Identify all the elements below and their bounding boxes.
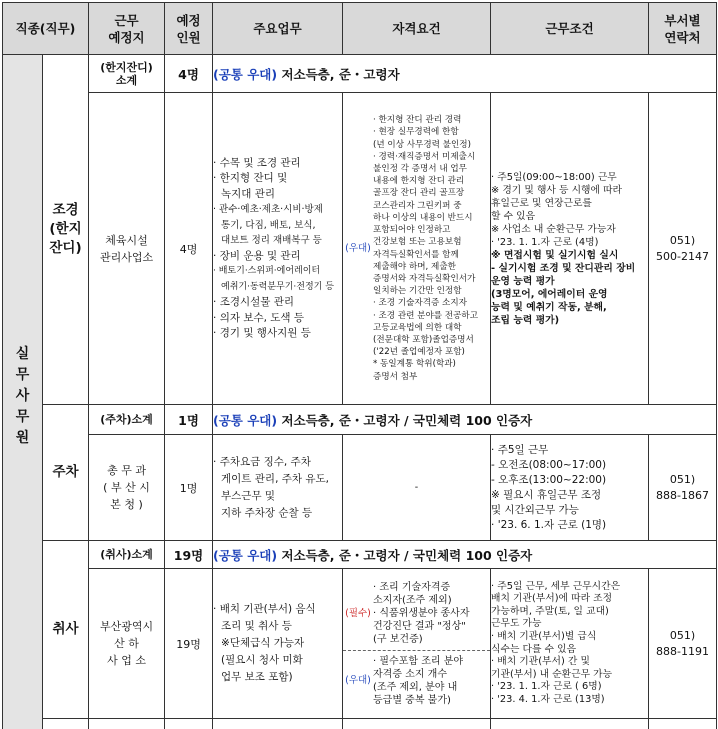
cond-item: · 주5일(09:00~18:00) 근무 bbox=[491, 171, 617, 183]
qual-item: 소지자(조주 제외) bbox=[373, 594, 452, 606]
qual-item: 내용에 한지형 잔디 관리 bbox=[373, 176, 465, 187]
duty-item: · 수목 및 조경 관리 bbox=[213, 156, 301, 169]
cond-item: 식수는 다를 수 있음 bbox=[491, 643, 577, 655]
cond-item: · '23. 1. 1.자 근로 ( 6명) bbox=[491, 681, 602, 693]
continuation-cell bbox=[43, 719, 89, 729]
header-qualifications: 자격요건 bbox=[343, 3, 491, 55]
duty-item: · 장비 운용 및 관리 bbox=[213, 249, 301, 262]
landscape-workplace-text: 체육시설 관리사업소 bbox=[99, 233, 154, 264]
cond-item: · 배치 기관(부서) 간 및 bbox=[491, 656, 590, 668]
group-label-char: 무 bbox=[15, 409, 30, 425]
cooking-summary-label: (취사)소계 bbox=[89, 541, 165, 569]
qual-item: 골프장 잔디 관리 골프장 bbox=[373, 188, 465, 199]
job-table bbox=[2, 2, 717, 729]
duty-item: · 한지형 잔디 및 bbox=[213, 172, 288, 184]
landscape-summary-text bbox=[213, 55, 717, 93]
cond-item-bold: ※ 면접시험 및 실기시험 실시 bbox=[491, 249, 619, 261]
continuation-cell bbox=[165, 719, 213, 729]
parking-workplace bbox=[89, 435, 165, 541]
landscape-contact-text: 051) 500-2147 bbox=[656, 233, 709, 263]
group-label-char: 원 bbox=[15, 430, 30, 446]
landscape-qual-list bbox=[373, 114, 490, 382]
parking-category: 주차 bbox=[43, 405, 89, 541]
landscape-summary-body: 저소득층, 준・고령자 bbox=[277, 66, 400, 82]
header-contact-text: 부서별 연락처 bbox=[664, 12, 701, 45]
cond-item: 할 수 있음 bbox=[491, 210, 536, 222]
duty-item: 지하 주차장 순찰 등 bbox=[221, 506, 313, 519]
qual-item: 불인정 각 증명서 내 업무 bbox=[373, 164, 467, 175]
landscape-workplace bbox=[89, 93, 165, 405]
qual-item: 자격증 소지 개수 bbox=[373, 668, 447, 680]
cond-item: 가능하며, 주말(토, 일 교대) bbox=[491, 605, 609, 617]
qual-item: 코스관리자 그린키퍼 중 bbox=[373, 200, 462, 211]
cond-item-bold: 능력 및 예취기 작동, 분해, bbox=[491, 301, 607, 313]
qual-item: (년 이상 사무경력 불인정) bbox=[373, 139, 471, 150]
continuation-row bbox=[3, 719, 717, 729]
landscape-category-line: (한지 bbox=[49, 221, 82, 237]
qual-item: · 조리 기술자격증 bbox=[373, 581, 451, 593]
cooking-summary-row bbox=[3, 541, 717, 569]
cond-item: 휴일근로 및 연장근로를 bbox=[491, 197, 592, 209]
cond-item: 기관(부서) 내 순환근무 가능 bbox=[491, 668, 613, 680]
parking-detail-row bbox=[3, 435, 717, 541]
qual-item: (전문대학 포함)졸업증명서 bbox=[373, 334, 474, 345]
landscape-summary-row bbox=[3, 55, 717, 93]
cooking-summary-text bbox=[213, 541, 717, 569]
cond-item: 및 시간외근무 가능 bbox=[491, 503, 579, 516]
landscape-contact bbox=[649, 93, 717, 405]
duty-item: (필요시 청사 미화 bbox=[221, 654, 303, 666]
parking-contact-text: 051) 888-1867 bbox=[656, 472, 709, 502]
duty-item: 조리 및 취사 등 bbox=[221, 620, 292, 632]
parking-summary-text bbox=[213, 405, 717, 435]
cooking-qual-required bbox=[373, 581, 490, 646]
qual-item: 등급별 중복 불가) bbox=[373, 694, 451, 706]
duty-item: · 배치 기관(부서) 음식 bbox=[213, 603, 316, 615]
qual-item: · 조경 관련 분야를 전공하고 bbox=[373, 310, 478, 321]
qual-item: 증명서와 자격득실확인서가 bbox=[373, 273, 476, 284]
cooking-summary-body: 저소득층, 준・고령자 / 국민체력 100 인증자 bbox=[277, 547, 533, 563]
qual-item: · 한지형 잔디 관리 경력 bbox=[373, 115, 462, 126]
cond-item: · '23. 1. 1.자 근로 (4명) bbox=[491, 236, 599, 248]
header-workplace bbox=[89, 3, 165, 55]
cond-item: · 주5일 근무, 세부 근무시간은 bbox=[491, 580, 621, 592]
cooking-qual-preferred bbox=[373, 655, 490, 707]
landscape-summary-prefix: (공통 우대) bbox=[213, 66, 278, 82]
qual-item: * 동일계통 학위(학과) bbox=[373, 359, 456, 370]
qual-item: (조주 제외, 분야 내 bbox=[373, 681, 458, 693]
preferred-tag: (우대) bbox=[345, 675, 371, 686]
qual-item: 건강진단 결과 "정상" bbox=[373, 620, 466, 632]
cooking-summary-prefix: (공통 우대) bbox=[213, 547, 278, 563]
header-row bbox=[3, 3, 717, 55]
parking-headcount: 1명 bbox=[165, 435, 213, 541]
qual-item: · 현장 실무경력에 한함 bbox=[373, 127, 459, 138]
continuation-cell bbox=[89, 719, 165, 729]
duty-item: ※단체급식 가능자 bbox=[221, 637, 305, 649]
cooking-summary-count: 19명 bbox=[165, 541, 213, 569]
cond-item-bold: 조립 능력 평가) bbox=[491, 314, 560, 326]
duty-item: 녹지대 관리 bbox=[221, 187, 276, 200]
parking-qualifications: - bbox=[343, 435, 491, 541]
qual-item: 자격득실확인서를 함께 bbox=[373, 249, 459, 260]
duty-item: · 조경시설물 관리 bbox=[213, 296, 295, 308]
duty-item: 게이트 관리, 주차 유도, bbox=[221, 472, 329, 485]
cond-item: · 배치 기관(부서)별 급식 bbox=[491, 630, 597, 642]
cond-item: ※ 사업소 내 순환근무 가능자 bbox=[491, 223, 616, 235]
cooking-qualifications bbox=[343, 569, 491, 719]
header-conditions: 근무조건 bbox=[491, 3, 649, 55]
cond-item: · '23. 6. 1.자 근로 (1명) bbox=[491, 518, 607, 531]
qual-item: · 경력·재직증명서 미제출시 bbox=[373, 151, 476, 162]
preferred-tag: (우대) bbox=[345, 242, 371, 254]
header-headcount-text: 예정 인원 bbox=[176, 12, 201, 45]
group-label-char: 무 bbox=[15, 367, 30, 383]
duty-item: 업무 보조 포함) bbox=[221, 671, 293, 683]
header-duties: 주요업무 bbox=[213, 3, 343, 55]
cooking-detail-row bbox=[3, 569, 717, 719]
qual-item: 포함되어야 인정하고 bbox=[373, 225, 451, 236]
cond-item-bold: 운영 능력 평가 bbox=[491, 275, 555, 287]
landscape-detail-row bbox=[3, 93, 717, 405]
continuation-cell bbox=[213, 719, 343, 729]
landscape-category-line: 조경 bbox=[52, 202, 79, 218]
parking-summary-prefix: (공통 우대) bbox=[213, 412, 278, 428]
duty-item: 대보트 정리 재배복구 등 bbox=[221, 235, 322, 246]
group-label-char: 실 bbox=[15, 346, 30, 362]
parking-summary-body: 저소득층, 준・고령자 / 국민체력 100 인증자 bbox=[277, 412, 533, 428]
qual-item: · 식품위생분야 종사자 bbox=[373, 607, 470, 619]
qual-item: · 필수포함 조리 분야 bbox=[373, 655, 464, 667]
duty-item: · 관수·예초·제초·시비·방제 bbox=[213, 204, 323, 215]
duty-item: 통기, 다짐, 배토, 보식, bbox=[221, 219, 316, 231]
duty-item: · 의자 보수, 도색 등 bbox=[213, 311, 305, 324]
qual-item: 일치하는 기간만 인정함 bbox=[373, 286, 462, 297]
cond-item: - 오후조(13:00~22:00) bbox=[491, 473, 607, 486]
qual-item: 제출해야 하며, 제출한 bbox=[373, 261, 456, 272]
continuation-cell bbox=[649, 719, 717, 729]
qual-separator bbox=[343, 650, 490, 651]
parking-duties bbox=[213, 435, 343, 541]
parking-summary-count: 1명 bbox=[165, 405, 213, 435]
cooking-conditions bbox=[491, 569, 649, 719]
cooking-workplace bbox=[89, 569, 165, 719]
landscape-summary-label-text: (한지잔디) 소계 bbox=[100, 60, 153, 87]
continuation-cell bbox=[491, 719, 649, 729]
cond-item: ※ 경기 및 행사 등 시행에 따라 bbox=[491, 184, 623, 196]
qual-item: (구 보건증) bbox=[373, 633, 423, 645]
cond-item: ※ 필요시 휴일근무 조정 bbox=[491, 488, 602, 501]
duty-item: 부스근무 및 bbox=[221, 489, 276, 502]
landscape-duties bbox=[213, 93, 343, 405]
qual-item: 증명서 첨부 bbox=[373, 371, 418, 382]
landscape-qualifications bbox=[343, 93, 491, 405]
landscape-headcount: 4명 bbox=[165, 93, 213, 405]
parking-workplace-text: 총 무 과 ( 부 산 시 본 청 ) bbox=[103, 464, 150, 511]
cooking-contact bbox=[649, 569, 717, 719]
qual-item: ('22년 졸업예정자 포함) bbox=[373, 347, 465, 358]
parking-summary-label: (주차)소계 bbox=[89, 405, 165, 435]
cooking-headcount: 19명 bbox=[165, 569, 213, 719]
qual-item: 하나 이상의 내용이 반드시 bbox=[373, 212, 473, 223]
cond-item: · '23. 4. 1.자 근로 (13명) bbox=[491, 693, 605, 705]
cooking-category: 취사 bbox=[43, 541, 89, 719]
header-job-type: 직종(직무) bbox=[3, 3, 89, 55]
cond-item: - 오전조(08:00~17:00) bbox=[491, 458, 607, 471]
parking-contact bbox=[649, 435, 717, 541]
landscape-summary-label bbox=[89, 55, 165, 93]
duty-item: · 주차요금 징수, 주차 bbox=[213, 455, 311, 468]
cond-item-bold: (3명모어, 에어레이터 운영 bbox=[491, 288, 608, 300]
cond-item: · 주5일 근무 bbox=[491, 443, 549, 456]
landscape-category-line: 잔디) bbox=[49, 240, 82, 256]
landscape-category bbox=[43, 55, 89, 405]
parking-conditions bbox=[491, 435, 649, 541]
continuation-cell bbox=[343, 719, 491, 729]
qual-item: 고등교육법에 의한 대학 bbox=[373, 322, 462, 333]
cond-item-bold: - 실기시험 조경 및 잔디관리 장비 bbox=[491, 262, 636, 274]
duty-item: · 배토기·스위퍼·에어레이터 bbox=[213, 266, 321, 276]
parking-summary-row bbox=[3, 405, 717, 435]
cond-item: 배치 기관(부서)에 따라 조정 bbox=[491, 593, 613, 605]
qual-item: 건강보험 또는 고용보험 bbox=[373, 237, 462, 248]
duty-item: 예취기·동력분무기·전정기 등 bbox=[221, 281, 334, 292]
cond-item: 근무도 가능 bbox=[491, 618, 542, 630]
cooking-duties bbox=[213, 569, 343, 719]
required-tag: (필수) bbox=[345, 607, 371, 619]
duty-item: · 경기 및 행사지원 등 bbox=[213, 327, 311, 339]
group-label bbox=[3, 55, 43, 729]
landscape-conditions bbox=[491, 93, 649, 405]
cooking-workplace-text: 부산광역시 산 하 사 업 소 bbox=[99, 620, 154, 667]
header-headcount bbox=[165, 3, 213, 55]
landscape-summary-count: 4명 bbox=[165, 55, 213, 93]
group-label-char: 사 bbox=[15, 388, 30, 404]
header-contact bbox=[649, 3, 717, 55]
cooking-contact-text: 051) 888-1191 bbox=[656, 628, 709, 658]
header-workplace-text: 근무 예정지 bbox=[108, 12, 145, 45]
qual-item: · 조경 기술자격증 소지자 bbox=[373, 298, 467, 309]
